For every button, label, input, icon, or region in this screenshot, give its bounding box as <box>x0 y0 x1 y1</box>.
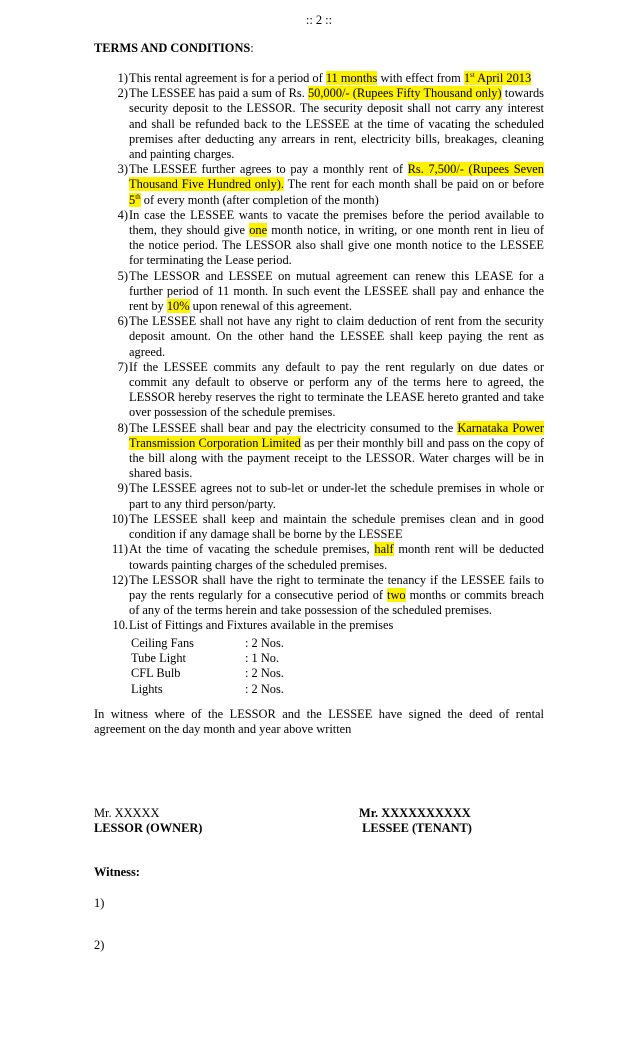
clause-text: The LESSOR and LESSEE on mutual agreement can renew this LEASE for a further period of 11 month. In such event the LESSEE shall pay and enhance the rent by <box>129 268 544 314</box>
clause-5 <box>94 269 544 315</box>
clause-text: The LESSEE further agrees to pay a monthly rent of <box>129 162 408 177</box>
clause-9 <box>94 481 544 511</box>
clause-text: upon renewal of this agreement. <box>189 299 352 314</box>
page-number: :: 2 :: <box>305 13 333 27</box>
clause-12 <box>94 573 544 619</box>
fitting-name: Tube Light <box>131 651 186 666</box>
heading-text: TERMS AND CONDITIONS <box>94 41 251 55</box>
fitting-name: Ceiling Fans <box>131 636 194 650</box>
clause-number: 6) <box>117 314 128 329</box>
lessor-signature-block <box>94 806 202 836</box>
highlighted-text: half <box>374 542 394 557</box>
highlighted-text <box>464 71 531 85</box>
clause-number: 4) <box>117 207 128 222</box>
clause-text: The LESSOR shall have the right to terminate the tenancy if the LESSEE fails to pay the rents regularly for a consecutive period of <box>129 572 544 602</box>
clause-10 <box>94 512 544 542</box>
witness-label: Witness: <box>94 865 140 879</box>
fitting-row <box>131 682 284 697</box>
fitting-qty: : 2 Nos. <box>245 666 284 681</box>
highlighted-text: 11 months <box>325 71 378 85</box>
clause-text: At the time of vacating the schedule premises, <box>129 542 375 557</box>
clause-text: of every month (after completion of the month) <box>140 192 379 207</box>
clause-number: 3) <box>117 162 128 177</box>
clause-2 <box>94 86 544 162</box>
clause-number: 8) <box>117 420 128 435</box>
fitting-qty: : 1 No. <box>245 651 280 666</box>
clause-number: 9) <box>117 481 128 496</box>
highlighted-date: April 2013 <box>474 71 532 85</box>
clause-8 <box>94 421 544 482</box>
fitting-row <box>131 636 284 651</box>
clause-text: months or commits breach of any of the terms herein and take possession of the scheduled premises. <box>129 587 544 618</box>
clause-text: The LESSEE agrees not to sub-let or under-let the schedule premises in whole or part to any third person/party. <box>129 481 544 511</box>
clause-text: This rental agreement is for a period of <box>129 71 326 85</box>
clause-fittings-list <box>94 618 544 633</box>
fitting-name: CFL Bulb <box>131 666 181 681</box>
fitting-qty: : 2 Nos. <box>245 636 284 650</box>
clause-3 <box>94 162 544 208</box>
clause-text: The LESSEE shall bear and pay the electricity consumed to the <box>129 420 458 435</box>
clause-number: 5) <box>117 268 128 283</box>
ordinal-suffix: st <box>470 70 475 79</box>
lessee-role: LESSEE (TENANT) <box>359 821 472 836</box>
clause-number: 12) <box>111 572 128 587</box>
fittings-table <box>131 636 284 697</box>
highlighted-text: Karnataka Power Transmission Corporation Limited <box>129 420 544 450</box>
clause-6 <box>94 314 544 360</box>
witness-statement: In witness where of the LESSOR and the LESSEE have signed the deed of rental agreement on the day month and year above written <box>94 707 544 737</box>
heading-colon: : <box>250 41 254 55</box>
lessor-name: Mr. XXXXX <box>94 806 160 820</box>
lessor-role: LESSOR (OWNER) <box>94 821 203 836</box>
ordinal-suffix: th <box>135 192 141 201</box>
lessee-name: Mr. XXXXXXXXXX <box>359 806 471 820</box>
witness-line-2: 2) <box>94 938 105 952</box>
clause-text: The LESSEE has paid a sum of Rs. <box>129 86 308 101</box>
clause-text: If the LESSEE commits any default to pay the rent regularly on due dates or commit any default to observe or perform any of the terms here to agreed, the LESSOR hereby reserves the right to terminate the LEASE hereto granted and take over possession of the schedule premises. <box>129 359 544 420</box>
clause-text: The rent for each month shall be paid on or before <box>284 177 544 192</box>
clause-11 <box>94 542 544 572</box>
clause-1 <box>94 71 544 86</box>
fitting-row <box>131 666 284 681</box>
terms-list <box>94 71 544 634</box>
fitting-row <box>131 651 284 666</box>
clause-text: month notice, in writing, or one month rent in lieu of the notice period. The LESSOR also shall give one month notice to the LESSEE for terminating the Lease period. <box>129 223 544 268</box>
lessee-signature-block <box>359 806 472 836</box>
clause-text: The LESSEE shall keep and maintain the schedule premises clean and in good condition if any damage shall be borne by the LESSEE <box>129 511 544 542</box>
highlighted-text: two <box>387 587 406 602</box>
highlighted-text: Rs. 7,500/- (Rupees Seven Thousand Five Hundred only). <box>129 162 544 192</box>
clause-text: In case the LESSEE wants to vacate the premises before the period available to them, they should give <box>129 207 544 238</box>
clause-text: List of Fittings and Fixtures available in the premises <box>129 618 394 633</box>
clause-number: 1) <box>117 71 128 85</box>
highlighted-text <box>129 193 141 207</box>
clause-text: The LESSEE shall not have any right to claim deduction of rent from the security deposit amount. On the other hand the LESSEE shall keep paying the rent as agreed. <box>129 314 544 359</box>
fitting-name: Lights <box>131 681 163 696</box>
clause-number: 10. <box>112 618 128 633</box>
clause-text: towards security deposit to the LESSOR. The security deposit shall not carry any interest and shall be refunded back to the LESSEE at the time of vacating the scheduled premises after deducting any arrears in rent, electricity bills, breakages, cleaning and painting charges. <box>129 86 545 162</box>
clause-4 <box>94 208 544 269</box>
terms-heading <box>94 41 254 56</box>
clause-number: 2) <box>117 86 128 101</box>
clause-number: 11) <box>111 542 128 557</box>
fitting-qty: : 2 Nos. <box>245 681 284 696</box>
clause-7 <box>94 360 544 421</box>
clause-text: with effect from <box>377 71 464 85</box>
clause-text: as per their monthly bill and pass on the copy of the bill along with the payment receipt to the LESSOR. Water charges will be in shared basis. <box>129 435 544 481</box>
highlighted-text: 50,000/- (Rupees Fifty Thousand only) <box>307 86 502 101</box>
highlighted-date: 1 <box>463 71 471 85</box>
witness-line-1: 1) <box>94 896 105 910</box>
highlighted-text: 10% <box>166 299 190 314</box>
clause-text: month rent will be deducted towards painting charges of the scheduled premises. <box>129 542 544 572</box>
clause-number: 7) <box>117 359 128 374</box>
highlighted-text: one <box>249 223 268 238</box>
highlighted-day: 5 <box>129 192 136 207</box>
clause-number: 10) <box>111 511 128 526</box>
